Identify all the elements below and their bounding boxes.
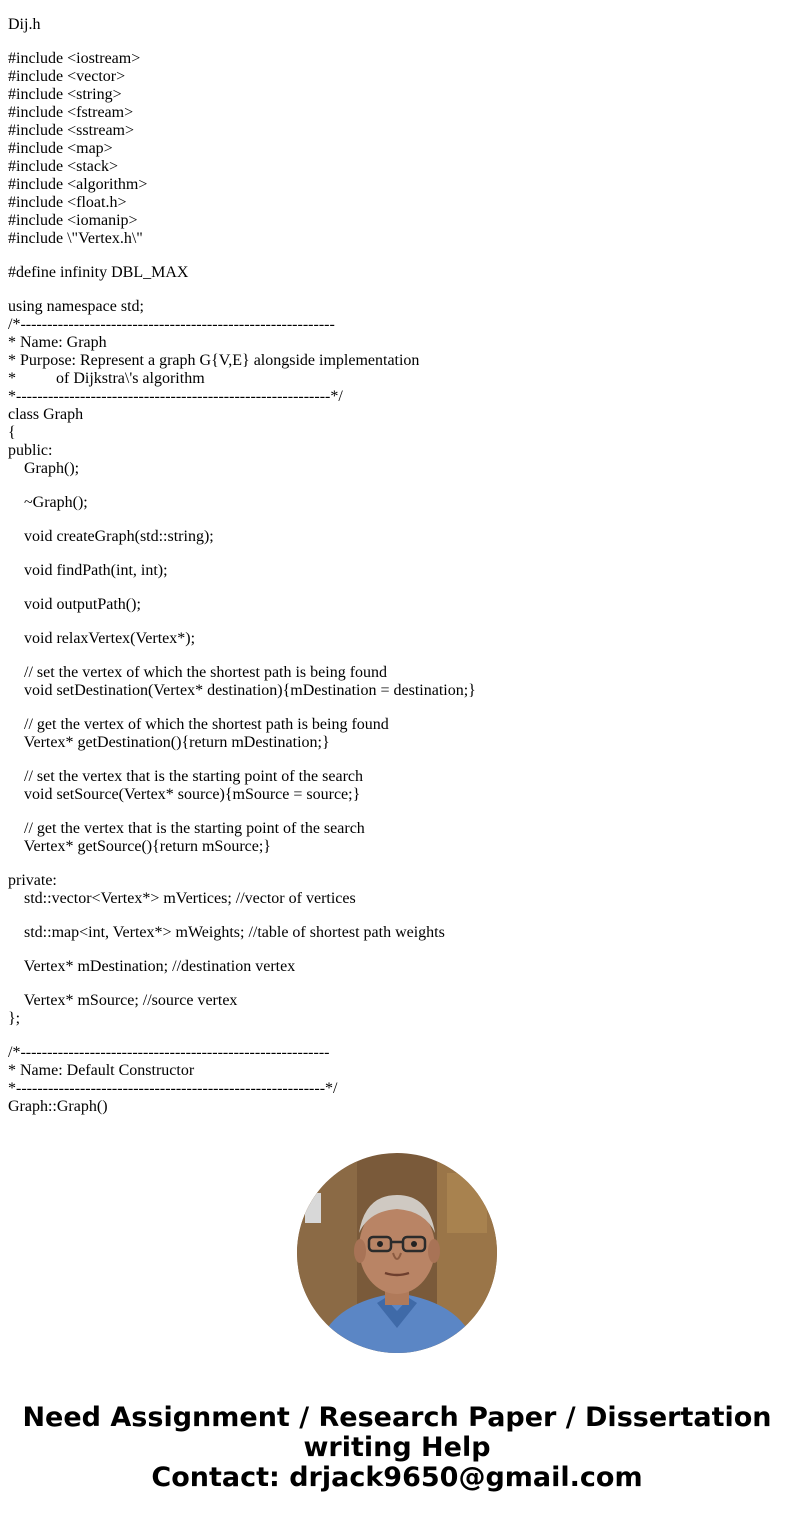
promo-banner [0, 1403, 794, 1493]
code-line: *----------------------------------------------------------*/ [8, 1080, 338, 1097]
blank-line [8, 512, 794, 528]
code-line: class Graph [8, 406, 84, 423]
blank-line [8, 856, 794, 872]
code-line: private: [8, 872, 57, 889]
code-line: *-----------------------------------------------------------*/ [8, 388, 343, 405]
code-line: #include <stack> [8, 158, 119, 175]
code-line: #include <sstream> [8, 122, 135, 139]
code-line: void findPath(int, int); [8, 562, 168, 579]
code-line: Vertex* getSource(){return mSource;} [8, 838, 271, 855]
promo-contact: Contact: drjack9650@gmail.com [151, 1462, 643, 1493]
code-line: #define infinity DBL_MAX [8, 264, 189, 281]
code-line: void createGraph(std::string); [8, 528, 214, 545]
blank-line [8, 248, 794, 264]
code-line: /*---------------------------------------------------------- [8, 1044, 330, 1061]
blank-line [8, 804, 794, 820]
code-line: #include <iostream> [8, 50, 141, 67]
code-line: #include <vector> [8, 68, 126, 85]
code-line: #include <string> [8, 86, 122, 103]
blank-line [8, 908, 794, 924]
code-line: void outputPath(); [8, 596, 141, 613]
blank-line [8, 614, 794, 630]
code-line: Graph::Graph() [8, 1098, 108, 1115]
blank-line [8, 942, 794, 958]
code-line: #include <map> [8, 140, 113, 157]
code-line: // set the vertex that is the starting point of the search [8, 768, 364, 785]
blank-line [8, 580, 794, 596]
code-line: // set the vertex of which the shortest path is being found [8, 664, 388, 681]
blank-line [8, 752, 794, 768]
code-line: * of Dijkstra\'s algorithm [8, 370, 205, 387]
code-line: ~Graph(); [8, 494, 88, 511]
code-line: Vertex* mSource; //source vertex [8, 992, 238, 1009]
code-line: #include \"Vertex.h\" [8, 230, 143, 247]
blank-line [8, 546, 794, 562]
code-line: using namespace std; [8, 298, 144, 315]
code-line: Graph(); [8, 460, 80, 477]
code-line: Vertex* mDestination; //destination vertex [8, 958, 296, 975]
code-line: Dij.h [8, 16, 41, 33]
code-line: * Purpose: Represent a graph G{V,E} alongside implementation [8, 352, 420, 369]
person-portrait-icon [297, 1153, 497, 1353]
code-line: // get the vertex that is the starting point of the search [8, 820, 365, 837]
blank-line [8, 282, 794, 298]
code-line: std::vector<Vertex*> mVertices; //vector of vertices [8, 890, 356, 907]
author-avatar [297, 1153, 497, 1353]
blank-line [8, 34, 794, 50]
promo-line-2: writing Help [303, 1432, 491, 1463]
code-line: #include <fstream> [8, 104, 134, 121]
code-line: void setSource(Vertex* source){mSource = source;} [8, 786, 361, 803]
code-line: void setDestination(Vertex* destination){mDestination = destination;} [8, 682, 476, 699]
code-line: #include <float.h> [8, 194, 127, 211]
code-line: void relaxVertex(Vertex*); [8, 630, 196, 647]
blank-line [8, 976, 794, 992]
blank-line [8, 700, 794, 716]
code-line: }; [8, 1010, 21, 1027]
code-line: public: [8, 442, 53, 459]
code-line: // get the vertex of which the shortest path is being found [8, 716, 389, 733]
code-line: * Name: Graph [8, 334, 107, 351]
blank-line [8, 648, 794, 664]
blank-line [8, 478, 794, 494]
code-line: Vertex* getDestination(){return mDestination;} [8, 734, 330, 751]
code-line: #include <iomanip> [8, 212, 138, 229]
code-line: * Name: Default Constructor [8, 1062, 195, 1079]
code-line: std::map<int, Vertex*> mWeights; //table of shortest path weights [8, 924, 445, 941]
code-line: /*----------------------------------------------------------- [8, 316, 335, 333]
blank-line [8, 1028, 794, 1044]
promo-line-1: Need Assignment / Research Paper / Dissertation [22, 1402, 772, 1433]
code-line: #include <algorithm> [8, 176, 148, 193]
code-line: { [8, 424, 16, 441]
